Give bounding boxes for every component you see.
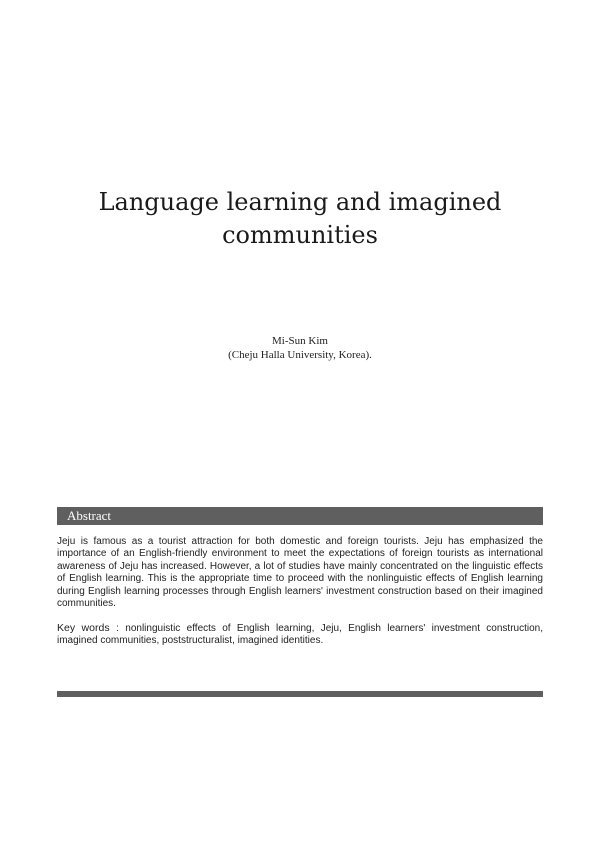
paper-title-line-2: communities	[222, 221, 378, 249]
author-affiliation: (Cheju Halla University, Korea).	[228, 349, 372, 361]
paper-title	[60, 186, 540, 252]
abstract-heading: Abstract	[67, 508, 112, 523]
abstract-header-bar	[57, 507, 543, 525]
author-name: Mi-Sun Kim	[272, 335, 328, 347]
keywords-text: nonlinguistic effects of English learning, Jeju, English learners' investment construction, imagined communities, poststructuralist, imagined identities.	[57, 623, 543, 647]
keywords-label: Key words :	[57, 622, 119, 634]
author-block	[100, 334, 500, 362]
paper-title-line-1: Language learning and imagined	[98, 188, 502, 216]
abstract-body: Jeju is famous as a tourist attraction for both domestic and foreign tourists. Jeju has emphasized the importance of an English-friendly environment to meet the expectations of foreign tourists as international awareness of Jeju has increased. However, a lot of studies have mainly concentrated on the linguistic effects of English learning. This is the appropriate time to proceed with the nonlinguistic effects of English learning during English learning processes through English learners' investment construction based on their imagined communities.	[57, 536, 543, 610]
bottom-divider	[57, 691, 543, 697]
keywords	[57, 622, 543, 648]
